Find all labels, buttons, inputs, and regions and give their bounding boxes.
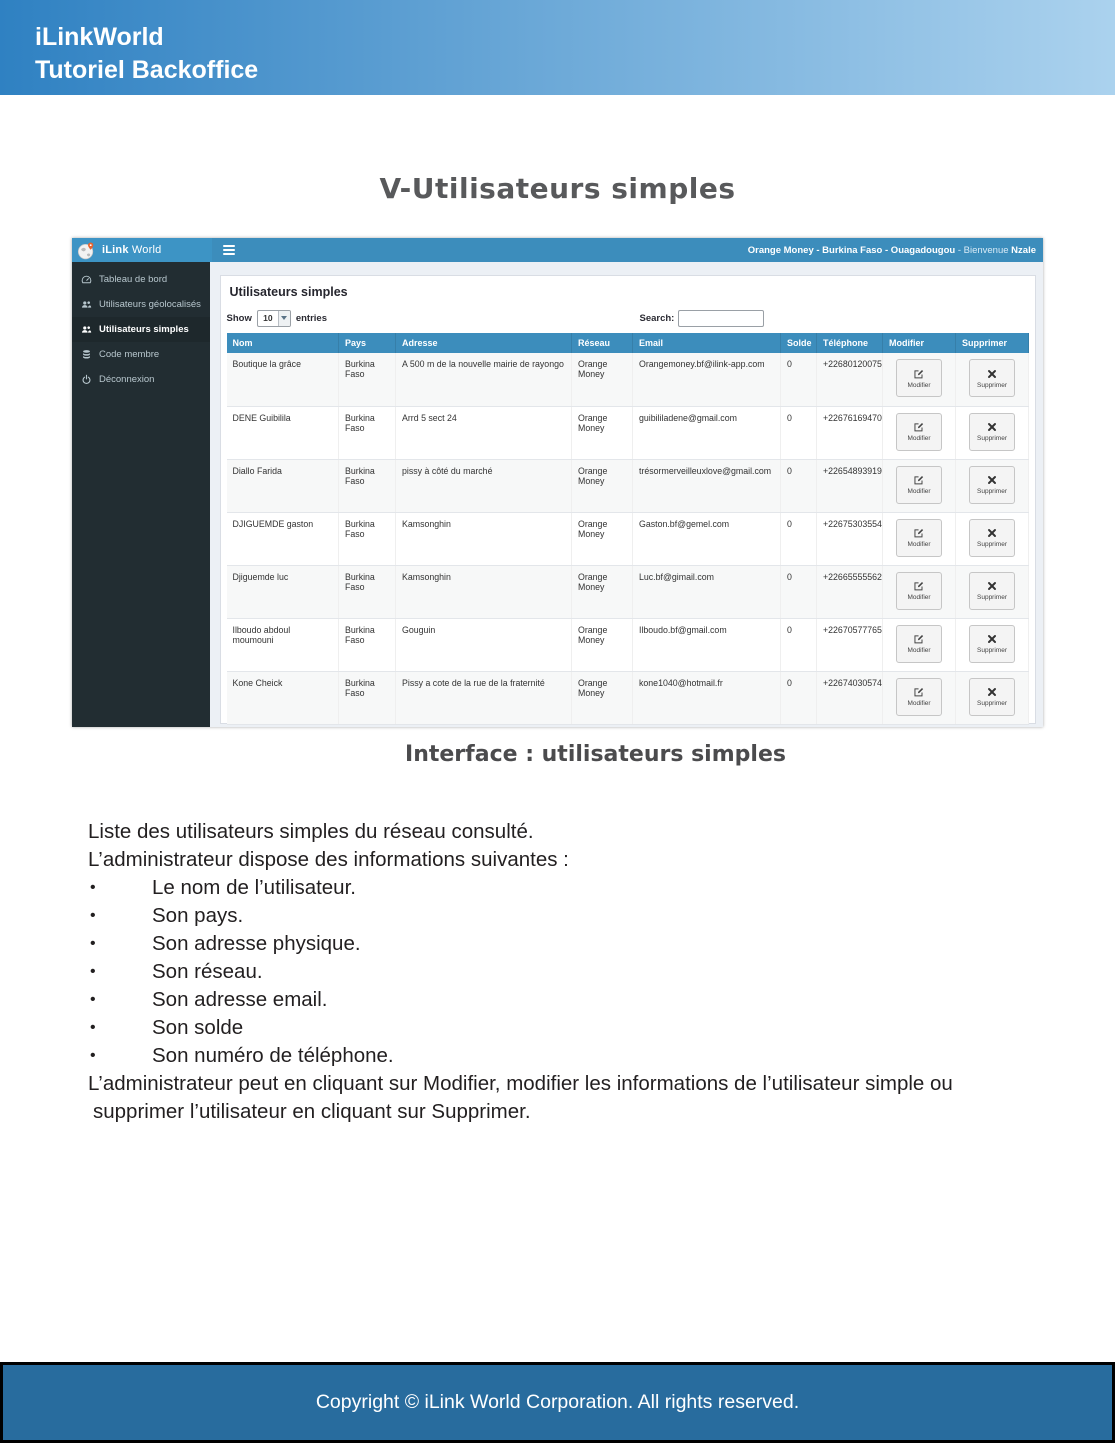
cell-solde: 0 bbox=[781, 512, 817, 565]
modifier-button[interactable]: Modifier bbox=[896, 413, 942, 451]
cell-adresse: Gouguin bbox=[396, 618, 572, 671]
edit-icon bbox=[913, 474, 925, 486]
modifier-button[interactable]: Modifier bbox=[896, 625, 942, 663]
modifier-button[interactable]: Modifier bbox=[896, 359, 942, 397]
bullet-item: • Le nom de l’utilisateur. bbox=[90, 876, 356, 899]
cell-adresse: A 500 m de la nouvelle mairie de rayongo bbox=[396, 353, 572, 406]
app-brand[interactable] bbox=[72, 238, 212, 262]
supprimer-button[interactable]: Supprimer bbox=[969, 466, 1015, 504]
col-header-supprimer[interactable]: Supprimer bbox=[956, 333, 1029, 353]
cell-solde: 0 bbox=[781, 459, 817, 512]
bullet-item: • Son solde bbox=[90, 1016, 244, 1039]
users-table bbox=[227, 333, 1030, 725]
document-banner bbox=[0, 0, 1115, 95]
cell-nom: DENE Guibilila bbox=[227, 406, 339, 459]
chevron-down-icon bbox=[278, 311, 290, 326]
sidebar-item-utilisateurs-geolocalises[interactable]: Utilisateurs géolocalisés bbox=[72, 292, 210, 317]
cell-nom: DJIGUEMDE gaston bbox=[227, 512, 339, 565]
cell-email: Ilboudo.bf@gmail.com bbox=[633, 618, 781, 671]
cell-email: trésormerveilleuxlove@gmail.com bbox=[633, 459, 781, 512]
sidebar bbox=[72, 262, 210, 727]
navbar-location: Orange Money - Burkina Faso - Ouagadougou bbox=[747, 244, 956, 256]
show-label: Show bbox=[226, 312, 252, 324]
cell-email: Luc.bf@gimail.com bbox=[633, 565, 781, 618]
page-size-control bbox=[227, 310, 328, 327]
navbar-username: Nzale bbox=[1011, 244, 1036, 256]
sidebar-item-code-membre[interactable]: Code membre bbox=[72, 342, 210, 367]
navbar-welcome: - Bienvenue bbox=[955, 244, 1012, 256]
bullet-item: • Son numéro de téléphone. bbox=[90, 1044, 394, 1067]
bullet-item: • Son adresse physique. bbox=[90, 932, 361, 955]
cell-solde: 0 bbox=[781, 671, 817, 724]
table-row bbox=[227, 512, 1029, 565]
users-icon bbox=[81, 324, 92, 335]
modifier-button[interactable]: Modifier bbox=[896, 466, 942, 504]
backoffice-screenshot bbox=[72, 238, 1043, 727]
cell-nom: Ilboudo abdoul moumouni bbox=[227, 618, 339, 671]
cell-solde: 0 bbox=[781, 618, 817, 671]
entries-label: entries bbox=[295, 312, 327, 324]
edit-icon bbox=[913, 686, 925, 698]
cell-pays: Burkina Faso bbox=[339, 353, 396, 406]
users-panel bbox=[220, 275, 1037, 724]
page-size-select[interactable]: 10 bbox=[257, 310, 291, 327]
cell-reseau: Orange Money bbox=[572, 459, 633, 512]
cell-email: kone1040@hotmail.fr bbox=[633, 671, 781, 724]
search-label: Search: bbox=[639, 312, 675, 324]
close-x-icon bbox=[986, 633, 998, 645]
edit-icon bbox=[913, 580, 925, 592]
edit-icon bbox=[913, 368, 925, 380]
supprimer-button[interactable]: Supprimer bbox=[969, 519, 1015, 557]
cell-telephone: +22654893919 bbox=[817, 459, 883, 512]
cell-reseau: Orange Money bbox=[572, 353, 633, 406]
modifier-button[interactable]: Modifier bbox=[896, 572, 942, 610]
cell-email: Orangemoney.bf@ilink-app.com bbox=[633, 353, 781, 406]
cell-pays: Burkina Faso bbox=[339, 671, 396, 724]
cell-nom: Boutique la grâce bbox=[227, 353, 339, 406]
app-brand-text: iLink World bbox=[102, 244, 162, 256]
cell-reseau: Orange Money bbox=[572, 512, 633, 565]
cell-pays: Burkina Faso bbox=[339, 512, 396, 565]
banner-line1: iLinkWorld bbox=[35, 23, 164, 51]
figure-caption: Interface : utilisateurs simples bbox=[405, 742, 786, 767]
globe-pin-logo-icon bbox=[77, 241, 96, 260]
close-x-icon bbox=[986, 527, 998, 539]
cell-nom: Kone Cheick bbox=[227, 671, 339, 724]
col-header-reseau[interactable]: Réseau bbox=[572, 333, 633, 353]
cell-reseau: Orange Money bbox=[572, 671, 633, 724]
table-row bbox=[227, 671, 1029, 724]
col-header-email[interactable]: Email bbox=[633, 333, 781, 353]
table-controls bbox=[227, 309, 1030, 327]
cell-telephone: +22665555562 bbox=[817, 565, 883, 618]
body-line: supprimer l’utilisateur en cliquant sur Supprimer. bbox=[93, 1100, 531, 1123]
cell-solde: 0 bbox=[781, 565, 817, 618]
bullet-item: • Son réseau. bbox=[90, 960, 263, 983]
table-row bbox=[227, 406, 1029, 459]
body-line: L’administrateur peut en cliquant sur Modifier, modifier les informations de l’utilisateur simple ou bbox=[88, 1072, 953, 1095]
close-x-icon bbox=[986, 474, 998, 486]
cell-telephone: +22675303554 bbox=[817, 512, 883, 565]
body-line: Liste des utilisateurs simples du réseau consulté. bbox=[88, 820, 534, 843]
bullet-item: • Son pays. bbox=[90, 904, 244, 927]
cell-email: guibililadene@gmail.com bbox=[633, 406, 781, 459]
table-row bbox=[227, 565, 1029, 618]
app-topbar bbox=[72, 238, 1043, 262]
cell-adresse: Kamsonghin bbox=[396, 512, 572, 565]
database-icon bbox=[81, 349, 92, 360]
cell-adresse: Kamsonghin bbox=[396, 565, 572, 618]
cell-pays: Burkina Faso bbox=[339, 406, 396, 459]
sidebar-item-utilisateurs-simples[interactable]: Utilisateurs simples bbox=[72, 317, 210, 342]
table-header-row bbox=[227, 333, 1029, 353]
cell-adresse: Arrd 5 sect 24 bbox=[396, 406, 572, 459]
table-row bbox=[227, 459, 1029, 512]
close-x-icon bbox=[986, 368, 998, 380]
app-navbar bbox=[212, 238, 1043, 262]
cell-reseau: Orange Money bbox=[572, 618, 633, 671]
modifier-button[interactable]: Modifier bbox=[896, 678, 942, 716]
cell-pays: Burkina Faso bbox=[339, 618, 396, 671]
dashboard-icon bbox=[81, 274, 92, 285]
cell-telephone: +22674030574 bbox=[817, 671, 883, 724]
search-input[interactable] bbox=[678, 310, 764, 327]
search-control bbox=[640, 310, 765, 327]
copyright-text: Copyright © iLink World Corporation. All rights reserved. bbox=[315, 1391, 800, 1413]
bullet-item: • Son adresse email. bbox=[90, 988, 328, 1011]
sidebar-item-deconnexion[interactable]: Déconnexion bbox=[72, 367, 210, 392]
cell-email: Gaston.bf@gemel.com bbox=[633, 512, 781, 565]
cell-solde: 0 bbox=[781, 353, 817, 406]
edit-icon bbox=[913, 527, 925, 539]
cell-nom: Djiguemde luc bbox=[227, 565, 339, 618]
col-header-adresse[interactable]: Adresse bbox=[396, 333, 572, 353]
close-x-icon bbox=[986, 580, 998, 592]
section-title: V-Utilisateurs simples bbox=[379, 172, 736, 205]
document-body bbox=[88, 818, 1078, 1126]
cell-telephone: +22676169470 bbox=[817, 406, 883, 459]
cell-pays: Burkina Faso bbox=[339, 565, 396, 618]
supprimer-button[interactable]: Supprimer bbox=[969, 359, 1015, 397]
table-row bbox=[227, 618, 1029, 671]
table-row bbox=[227, 353, 1029, 406]
supprimer-button[interactable]: Supprimer bbox=[969, 678, 1015, 716]
cell-reseau: Orange Money bbox=[572, 565, 633, 618]
cell-adresse: pissy à côté du marché bbox=[396, 459, 572, 512]
supprimer-button[interactable]: Supprimer bbox=[969, 413, 1015, 451]
cell-reseau: Orange Money bbox=[572, 406, 633, 459]
supprimer-button[interactable]: Supprimer bbox=[969, 572, 1015, 610]
power-icon bbox=[81, 374, 92, 385]
supprimer-button[interactable]: Supprimer bbox=[969, 625, 1015, 663]
col-header-solde[interactable]: Solde bbox=[781, 333, 817, 353]
close-x-icon bbox=[986, 686, 998, 698]
cell-adresse: Pissy a cote de la rue de la fraternité bbox=[396, 671, 572, 724]
col-header-telephone[interactable]: Téléphone bbox=[817, 333, 883, 353]
users-icon bbox=[81, 299, 92, 310]
edit-icon bbox=[913, 421, 925, 433]
col-header-pays[interactable]: Pays bbox=[339, 333, 396, 353]
col-header-nom[interactable]: Nom bbox=[227, 333, 339, 353]
edit-icon bbox=[913, 633, 925, 645]
col-header-modifier[interactable]: Modifier bbox=[883, 333, 956, 353]
cell-nom: Diallo Farida bbox=[227, 459, 339, 512]
hamburger-icon[interactable] bbox=[223, 245, 235, 255]
panel-title: Utilisateurs simples bbox=[229, 285, 348, 299]
cell-pays: Burkina Faso bbox=[339, 459, 396, 512]
banner-line2: Tutoriel Backoffice bbox=[35, 56, 259, 84]
document-footer bbox=[0, 1362, 1115, 1443]
cell-telephone: +22670577765 bbox=[817, 618, 883, 671]
body-line: L’administrateur dispose des informations suivantes : bbox=[88, 848, 569, 871]
modifier-button[interactable]: Modifier bbox=[896, 519, 942, 557]
cell-solde: 0 bbox=[781, 406, 817, 459]
close-x-icon bbox=[986, 421, 998, 433]
navbar-user-info bbox=[748, 245, 1036, 256]
cell-telephone: +22680120075 bbox=[817, 353, 883, 406]
main-content bbox=[210, 262, 1044, 727]
sidebar-item-tableau-de-bord[interactable]: Tableau de bord bbox=[72, 267, 210, 292]
